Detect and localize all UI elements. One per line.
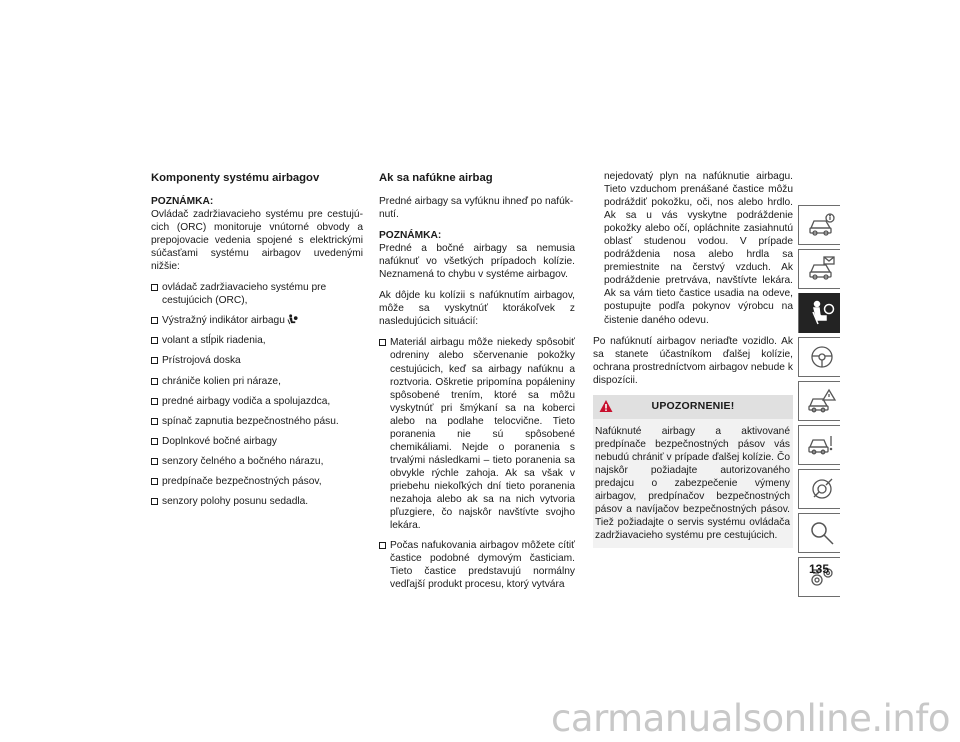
tab-steering-wheel[interactable] [798, 337, 840, 377]
chapter-tabs [798, 205, 840, 601]
list-item: chrániče kolien pri náraze, [151, 375, 363, 388]
bullet-box-icon [151, 478, 158, 485]
tools-icon [807, 474, 837, 504]
list-item: Výstražný indikátor airbagu [151, 314, 363, 327]
note-block [151, 195, 363, 273]
note-text: Predné a bočné airbagy sa nemusia nafúknuť vo všetkých prípadoch kolízie. Neznamená to chybu v systéme airbagov. [379, 243, 575, 281]
steering-wheel-icon [807, 342, 837, 372]
note-text: Ovládač zadržiavacieho systému pre cestujúcich (ORC) monitoruje vnútorné obvody a prepojovacie vedenia spojené s elektrickými súčasťami systému airbagov uvedenými nižšie: [151, 209, 363, 273]
do-not-drive-paragraph: Po nafúknutí airbagov neriaďte vozidlo. Ak sa stanete účastníkom ďalšej kolízie, ochrana prostredníctvom airbagov nebude k dispozícii. [593, 335, 793, 386]
list-item: Počas nafukovania airbagov môžete cítiť častice podobné dymovým časticiam. Tieto častice predstavujú normálny vedľajší produkt procesu, ktorý vytvára [379, 539, 575, 591]
tab-magnifier[interactable] [798, 513, 840, 553]
list-item: volant a stĺpik riadenia, [151, 334, 363, 347]
list-item: ovládač zadržiavacieho systému pre cestujúcich (ORC), [151, 281, 363, 307]
warning-text: Nafúknuté airbagy a aktivované predpínače bezpečnostných pásov vás nebudú chrániť v prípade ďalšej kolízie. Čo najskôr požiadajte autorizovaného predajcu o zabezpečenie výmeny airbagov, predpínačov bezpečnostných pásov a navíjačov bezpečnostných pásov. Tiež požiadajte o servis systému ovládača zadržiavacieho systému pre cestujúcich. [593, 419, 793, 548]
bullet-box-icon [151, 284, 158, 291]
bullet-box-icon [151, 438, 158, 445]
tab-airbag-seatbelt[interactable] [798, 293, 840, 333]
list-item: predpínače bezpečnostných pásov, [151, 475, 363, 488]
bullet-box-icon [379, 542, 386, 549]
bullet-box-icon [379, 339, 386, 346]
bullet-box-icon [151, 398, 158, 405]
airbag-warning-icon [287, 314, 298, 325]
situation-list [379, 336, 575, 591]
warning-header [593, 395, 793, 419]
column-continued [593, 170, 793, 548]
tab-car-mail[interactable] [798, 249, 840, 289]
car-info-icon [807, 210, 837, 240]
car-service-icon [807, 430, 837, 460]
tab-car-service[interactable] [798, 425, 840, 465]
list-item: predné airbagy vodiča a spolujazdca, [151, 395, 363, 408]
note-block [379, 229, 575, 281]
list-item: senzory polohy posunu sedadla. [151, 495, 363, 508]
note-label: POZNÁMKA: [379, 230, 442, 242]
bullet-box-icon [151, 418, 158, 425]
bullet-box-icon [151, 458, 158, 465]
airbag-seatbelt-icon [807, 298, 837, 328]
note-label: POZNÁMKA: [151, 196, 214, 207]
bullet-box-icon [151, 317, 158, 324]
column-airbag-deploys [379, 171, 575, 598]
bullet-box-icon [151, 357, 158, 364]
section-heading-deploy: Ak sa nafúkne airbag [379, 172, 493, 184]
tab-car-warning[interactable] [798, 381, 840, 421]
section-heading-components: Komponenty systému airbagov [151, 172, 320, 184]
page-number: 135 [808, 562, 830, 576]
list-item: Materiál airbagu môže niekedy spôsobiť odreniny alebo sčervenanie pokožky cestujúcich, keď sa airbagy nafúknu a roztvoria. Oškretie pripomína popáleniny spôsobené trením, ktoré sa môžu vyskytnúť pri šmýkaní sa na koberci alebo na podlahe telocvične. Tieto poranenia nie sú spôsobené chemikáliami. Nejde o poranenia s trvalými následkami – tieto poranenia sa obvykle rýchle zahoja. Ak sa však v priebehu niekoľkých dní tieto poranenia nezahoja alebo ak sa na nich vytvoria pľuzgiere, čo najskôr navštívte svojho lekára. [379, 336, 575, 532]
continuation-text: nejedovatý plyn na nafúknutie airbagu. Tieto vzduchom prenášané častice môžu podráždiť pokožku, oči, nos alebo hrdlo. Ak sa u vás vyskytne podráždenie pokožky alebo očí, opláchnite zasiahnutú oblasť studenou vodou. V prípade podráždenia nosa alebo hrdla sa premiestnite na čerstvý vzduch. Ak podráždenie pretrváva, navštívte lekára. Ak sa vám tieto častice usadia na odeve, postupujte podľa pokynov výrobcu na čistenie daného odevu. [604, 171, 793, 326]
tab-tools[interactable] [798, 469, 840, 509]
bullet-box-icon [151, 378, 158, 385]
bullet-box-icon [151, 337, 158, 344]
warning-triangle-icon [599, 399, 613, 413]
car-warning-icon [807, 386, 837, 416]
list-item: Doplnkové bočné airbagy [151, 435, 363, 448]
list-item: Prístrojová doska [151, 354, 363, 367]
magnifier-icon [807, 518, 837, 548]
car-mail-icon [807, 254, 837, 284]
list-item: spínač zapnutia bezpečnostného pásu. [151, 415, 363, 428]
warning-box [593, 395, 793, 548]
watermark: carmanualsonline.info [551, 697, 950, 740]
collision-paragraph: Ak dôjde ku kolízii s nafúknutím airbagov, môže sa vyskytnúť ktorákoľvek z nasledujúcich situácií: [379, 290, 575, 328]
column-components [151, 171, 363, 515]
bullet-box-icon [151, 498, 158, 505]
warning-title: UPOZORNENIE! [651, 400, 735, 413]
intro-text: Predné airbagy sa vyfúknu ihneď po nafúknutí. [379, 196, 574, 221]
component-list [151, 281, 363, 508]
tab-car-info[interactable] [798, 205, 840, 245]
list-item: senzory čelného a bočného nárazu, [151, 455, 363, 468]
